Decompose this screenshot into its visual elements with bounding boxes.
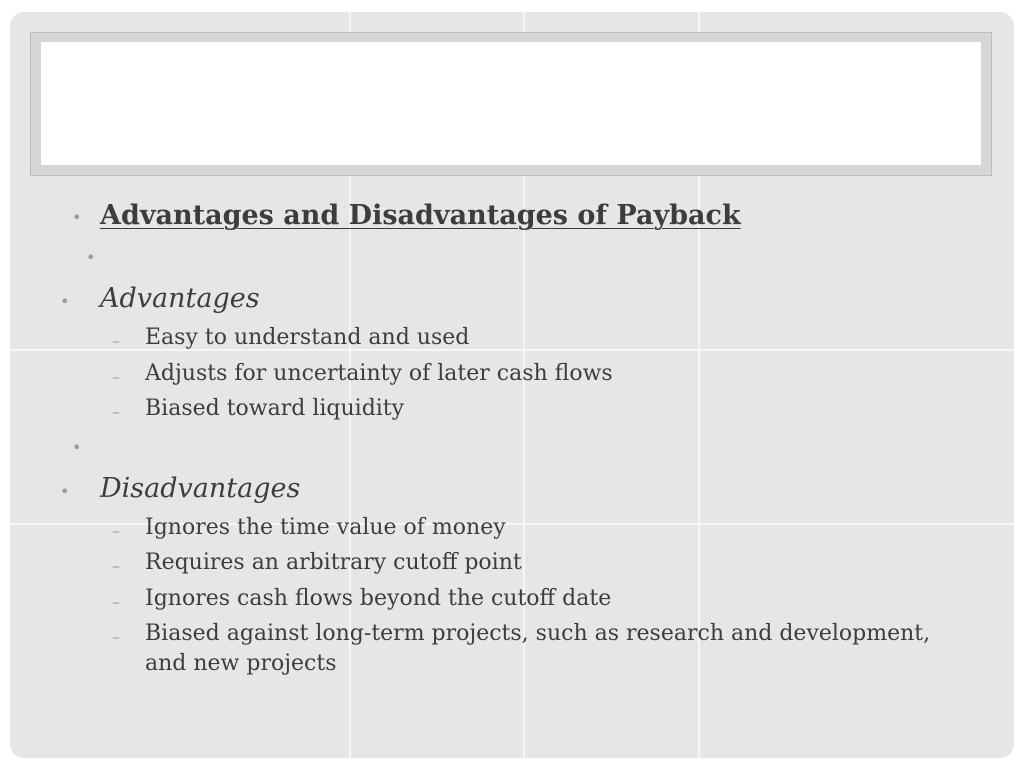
bullet-dot-icon: • <box>72 438 82 457</box>
bullet-dot-icon: • <box>72 208 82 227</box>
dash-icon: – <box>112 592 120 611</box>
dash-icon: – <box>112 367 120 386</box>
disadvantages-heading: Disadvantages <box>100 473 301 504</box>
dash-icon: – <box>112 556 120 575</box>
slide <box>10 12 1014 758</box>
disadvantage-item: Ignores cash flows beyond the cutoff date <box>145 586 612 611</box>
disadvantage-item: Ignores the time value of money <box>145 515 506 540</box>
content-heading: Advantages and Disadvantages of Payback <box>100 200 741 231</box>
bullet-dot-icon: • <box>86 248 96 267</box>
dash-icon: – <box>112 402 120 421</box>
advantage-item: Easy to understand and used <box>145 325 470 350</box>
dash-icon: – <box>112 331 120 350</box>
disadvantage-item: Biased against long-term projects, such as research and development, and new projects <box>145 621 931 676</box>
advantage-item: Biased toward liquidity <box>145 396 405 421</box>
bullet-dot-icon: • <box>60 482 70 501</box>
disadvantage-item: Requires an arbitrary cutoff point <box>145 550 522 575</box>
dash-icon: – <box>112 627 120 646</box>
advantages-heading: Advantages <box>100 283 260 314</box>
slide-content <box>10 12 1014 758</box>
dash-icon: – <box>112 521 120 540</box>
bullet-dot-icon: • <box>60 292 70 311</box>
advantage-item: Adjusts for uncertainty of later cash flows <box>145 361 613 386</box>
